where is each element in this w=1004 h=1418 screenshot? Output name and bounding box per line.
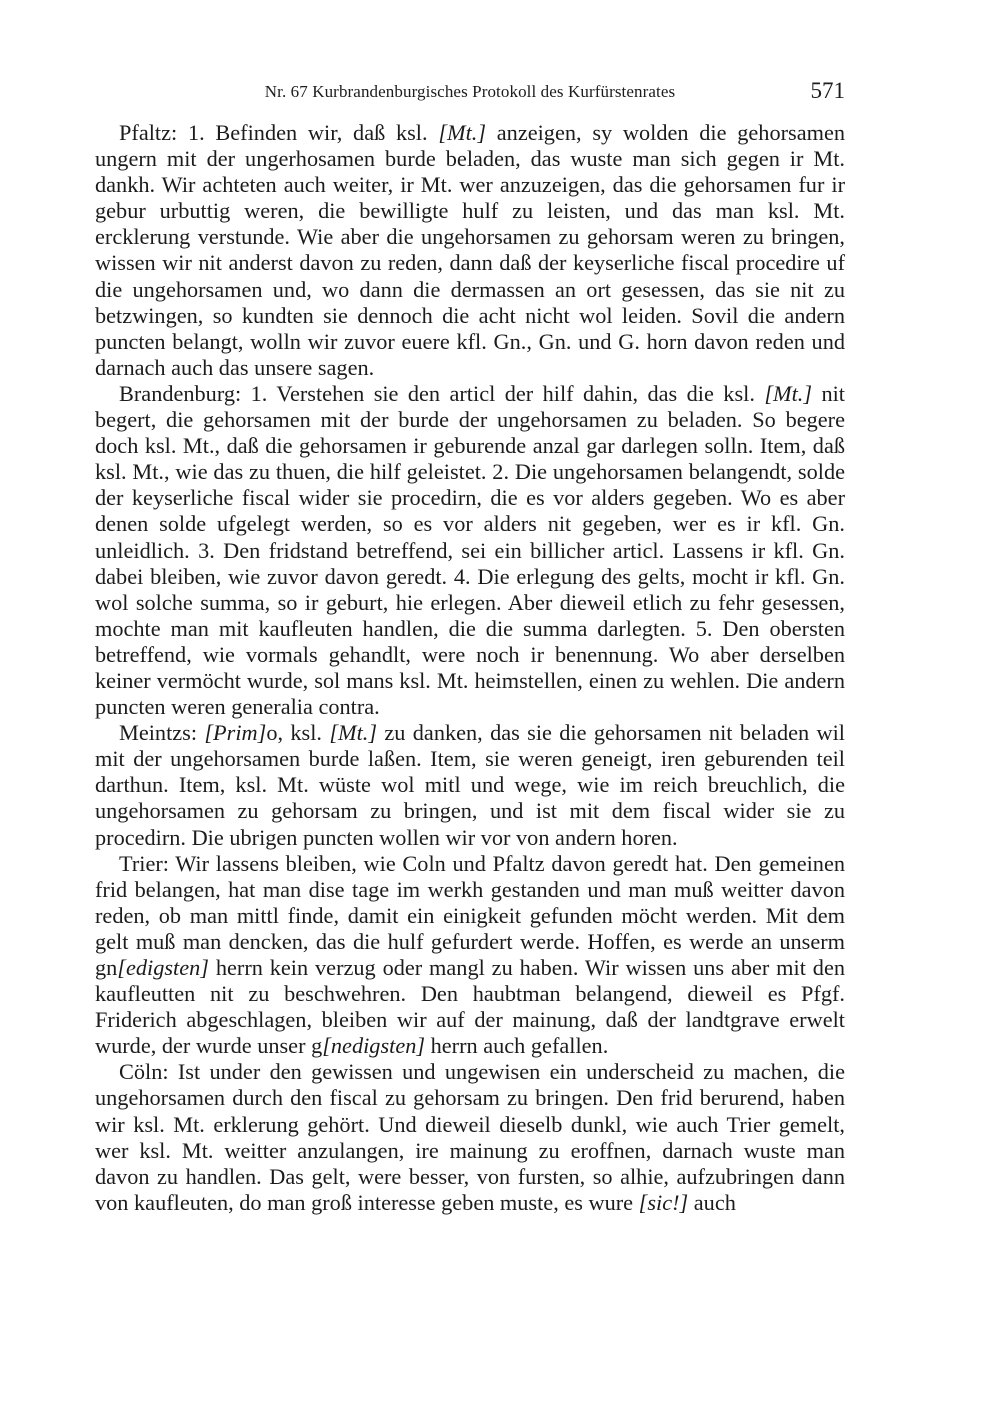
editorial-insertion: [nedigsten] (322, 1033, 426, 1059)
text-run: herrn auch gefallen. (425, 1033, 609, 1059)
editorial-insertion: [Mt.] (329, 720, 378, 746)
page-number: 571 (810, 78, 845, 103)
editorial-insertion: [Prim] (204, 720, 267, 746)
text-run: Brandenburg: 1. Verstehen sie den articl der hilf dahin, das die ksl. (119, 380, 765, 406)
editorial-insertion: [sic!] (638, 1189, 689, 1215)
text-run: Pfaltz: 1. Befinden wir, daß ksl. (119, 120, 439, 145)
paragraph (95, 720, 845, 850)
text-run: auch (688, 1189, 736, 1215)
text-run: anzeigen, sy wolden die gehorsamen ungern mit der ungerhosamen burde beladen, das wuste man sich gegen ir Mt. dankh. Wir achteten auch weiter, ir Mt. wer anzuzeigen, das die gehorsamen fur ir gebur urbuttig weren, die bewilligte hulf zu leisten, und das man ksl. Mt. ercklerung verstunde. Wie aber die ungehorsamen zu gehorsam weren zu bringen, wissen wir nit anderst davon zu reden, dann daß der keyserliche fiscal procedire uf die ungehorsamen und, wo dann die dermassen an ort gesessen, das sie nit zu betzwingen, so kundten sie dennoch die acht nicht wol leiden. Sovil die andern puncten belangt, wolln wir zuvor euere kfl. Gn., Gn. und G. horn davon reden und darnach auch das unsere sagen. (95, 120, 845, 380)
text-run: Cöln: Ist under den gewissen und ungewisen ein underscheid zu machen, die ungehorsamen durch den fiscal zu gehorsam zu bringen. Den frid berurend, haben wir ksl. Mt. erklerung gehört. Und dieweil dieselb dunkl, wie auch Trier gemelt, wer ksl. Mt. weitter anzulangen, ire mainung zu eroffnen, darnach wuste man davon zu handlen. Das gelt, were besser, von fursten, so alhie, aufzubringen dann von kaufleuten, do man groß interesse geben muste, es wure (95, 1059, 845, 1215)
text-run: Meintzs: (119, 720, 205, 746)
paragraph (95, 120, 845, 381)
editorial-insertion: [Mt.] (764, 380, 813, 406)
paragraph (95, 381, 845, 720)
text-run: o, ksl. (266, 720, 330, 746)
editorial-insertion: [edigsten] (117, 955, 209, 980)
text-run: Trier: Wir lassens bleiben, wie Coln und Pfaltz davon geredt hat. Den gemeinen frid belangen, hat man dise tage im werkh gestanden und man muß weitter davon reden, ob man mittl finde, damit ein einigkeit gefunden möcht werden. Mit dem gelt muß man dencken, das die hulf gefurdert werde. Hoffen, es werde an unserm gn (95, 850, 845, 980)
running-header (95, 78, 845, 108)
paragraph (95, 851, 845, 1060)
editorial-insertion: [Mt.] (438, 120, 487, 145)
text-run: herrn kein verzug oder mangl zu haben. Wir wissen uns aber mit den kaufleutten nit zu beschwehren. Den haubtman belangend, dieweil es Pfgf. Friderich abgeschlagen, bleiben wir auf der mainung, daß der landtgrave erwelt wurde, der wurde unser g (95, 955, 845, 1059)
text-run: zu danken, das sie die gehorsamen nit beladen wil mit der ungehorsamen burde laßen. Item, sie weren geneigt, iren geburenden teil darthun. Item, ksl. Mt. wüste wol mitl und wege, wie im reich breuchlich, die ungehorsamen zu gehorsam zu bringen, und ist mit dem fiscal wider sie zu procedirn. Die ubrigen puncten wollen wir vor von andern horen. (95, 720, 845, 850)
text-run: nit begert, die gehorsamen mit der burde der ungehorsamen zu beladen. So begere doch ksl. Mt., daß die gehorsamen ir geburende anzal gar darlegen solln. Item, daß ksl. Mt., wie das zu thuen, die hilf geleistet. 2. Die ungehorsamen belangendt, solde der keyserliche fiscal wider sie procedirn, die es vor alders gegeben. Wo es aber denen solde ufgelegt werden, so es vor alders nit gegeben, wer es ir kfl. Gn. unleidlich. 3. Den fridstand betreffend, sei ein billicher articl. Lassens ir kfl. Gn. dabei bleiben, wie zuvor davon geredt. 4. Die erlegung des gelts, mocht ir kfl. Gn. wol solche summa, so ir geburt, hie erlegen. Aber dieweil etlich zu fehr gesessen, mochte man mit kaufleuten handlen, die die summa darlegten. 5. Den obersten betreffend, wie vormals gehandlt, were noch ir benennung. Wo aber derselben keiner vermöcht wurde, sol mans ksl. Mt. heimstellen, einen zu wehlen. Die andern puncten weren generalia contra. (95, 380, 845, 720)
paragraph (95, 1059, 845, 1216)
body-text (95, 120, 845, 1216)
header-title: Nr. 67 Kurbrandenburgisches Protokoll des Kurfürstenrates (264, 82, 676, 101)
